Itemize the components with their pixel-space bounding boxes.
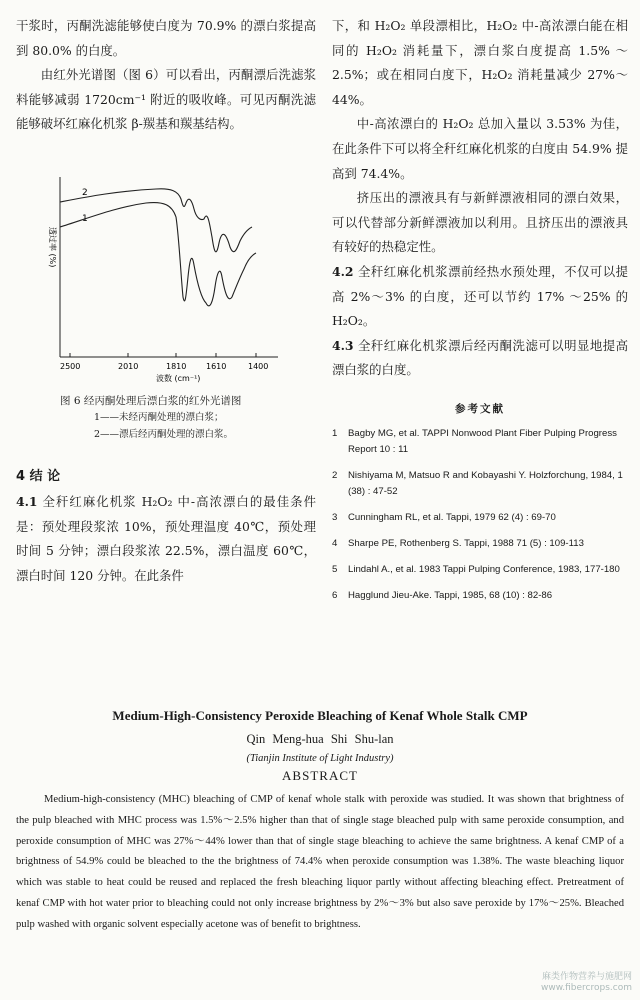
reference-text: Sharpe PE, Rothenberg S. Tappi, 1988 71 (5) : 109-113: [348, 537, 584, 549]
y-axis-label: 透过率 (%): [48, 226, 57, 268]
english-title: Medium-High-Consistency Peroxide Bleaching of Kenaf Whole Stalk CMP: [112, 708, 528, 723]
reference-item: [332, 426, 628, 458]
english-abstract-section: [0, 708, 640, 936]
curve-label-2: 2: [82, 187, 88, 198]
reference-text: Hagglund Jieu-Ake. Tappi, 1985, 68 (10) : 82-86: [348, 589, 553, 601]
reference-text: Lindahl A., et al. 1983 Tappi Pulping Conference, 1983, 177-180: [348, 563, 620, 575]
reference-number: 5: [332, 563, 338, 575]
figure-caption-2: 2——漂后经丙酮处理的漂白浆。: [94, 428, 234, 440]
left-column: [16, 14, 316, 588]
abstract-body: [16, 790, 624, 936]
figure-caption-title: 图 6 经丙酮处理后漂白浆的红外光谱图: [60, 394, 242, 407]
reference-text: Bagby MG, et al. TAPPI Nonwood Plant Fiber Pulping Progress Report 10 : 11: [348, 427, 617, 455]
english-affiliation: (Tianjin Institute of Light Industry): [246, 753, 394, 764]
references-heading: 参考文献: [455, 402, 505, 415]
reference-number: 3: [332, 511, 338, 523]
right-paragraph-3: 挤压出的漂液具有与新鲜漂液相同的漂白效果，可以代替部分新鲜漂液加以利用。且挤压出的漂液具有较好的热稳定性。: [332, 190, 628, 255]
x-tick-1610: 1610: [206, 361, 227, 371]
reference-item: [332, 468, 628, 500]
reference-item: [332, 562, 628, 578]
curve-2: [60, 189, 252, 252]
figure-6: [16, 147, 316, 447]
left-paragraph-2: 由红外光谱图（图 6）可以看出，丙酮漂后洗滤浆料能够减弱 1720cm⁻¹ 附近的吸收峰。可见丙酮洗滤能够破坏红麻化机浆 β-羰基和羰基结构。: [16, 67, 316, 132]
watermark-line-1: 麻类作物营养与施肥网: [541, 972, 632, 982]
section-4-1-number: 4.1: [16, 493, 38, 509]
reference-list: [332, 426, 628, 604]
ir-spectrum-plot: [16, 147, 316, 387]
section-4-2-number: 4.2: [332, 263, 354, 279]
section-4-heading: 4 结 论: [16, 468, 61, 484]
reference-number: 1: [332, 427, 338, 439]
x-tick-2010: 2010: [118, 361, 139, 371]
section-4-2-text: 全秆红麻化机浆漂前经热水预处理，不仅可以提高 2%～3% 的白度，还可以节约 17% ～25% 的 H₂O₂。: [332, 263, 628, 329]
abstract-text: Medium-high-consistency (MHC) bleaching of CMP of kenaf whole stalk with peroxide was studied. It was shown that brightness of the pulp bleached with MHC process was 1.5%～2.5% higher than that of single stage bleached pulp with same peroxide consumption, and peroxide consumption of MHC was 27%～44% lower than that of single stage bleaching to achieve the same brightness. A kenaf CMP of a brightness of 54.9% could be bleached to the the brightness of 74.4% when peroxide consumption was 1.38%. The waste bleaching liquor which was stable to heat could be reused and replaced the fresh bleaching liquor partly without affecting bleaching effect. Pretreatment of kenaf CMP with hot water prior to bleaching could not only increase brightness by 2%～3% but also save peroxide by 17%～25%. Bleached pulp washed with organic solvent especially acetone was of benefit to brightness.: [16, 794, 624, 930]
reference-number: 2: [332, 469, 338, 481]
x-tick-2500: 2500: [60, 361, 81, 371]
right-column: [332, 14, 628, 614]
right-paragraph-2: 中-高浓漂白的 H₂O₂ 总加入量以 3.53% 为佳，在此条件下可以将全秆红麻化机浆的白度由 54.9% 提高到 74.4%。: [332, 116, 628, 181]
figure-caption-1: 1——未经丙酮处理的漂白浆；: [94, 411, 224, 423]
curve-1: [60, 202, 256, 305]
abstract-heading: ABSTRACT: [282, 768, 358, 783]
section-4-1-text: 全秆红麻化机浆 H₂O₂ 中-高浓漂白的最佳条件是：预处理段浆浓 10%，预处理温度 40℃，预处理时间 5 分钟；漂白段浆浓 22.5%，漂白温度 60℃，漂白时间 120 分钟。在此条件: [16, 493, 316, 583]
x-ticks: [70, 353, 256, 357]
english-authors: Qin Meng-hua Shi Shu-lan: [246, 732, 394, 746]
watermark: [541, 972, 632, 994]
right-paragraph-1: 下，和 H₂O₂ 单段漂相比，H₂O₂ 中-高浓漂白能在相同的 H₂O₂ 消耗量下，漂白浆白度提高 1.5% ～2.5%；或在相同白度下，H₂O₂ 消耗量减少 27%～44%。: [332, 18, 628, 107]
reference-number: 6: [332, 589, 338, 601]
reference-item: [332, 588, 628, 604]
watermark-line-2: www.fibercrops.com: [541, 983, 632, 993]
left-paragraph-1: 干浆时，丙酮洗滤能够使白度为 70.9% 的漂白浆提高到 80.0% 的白度。: [16, 18, 316, 58]
x-tick-1400: 1400: [248, 361, 269, 371]
curve-label-1: 1: [82, 213, 88, 224]
section-4-3-number: 4.3: [332, 337, 354, 353]
section-4-3-text: 全秆红麻化机浆漂后经丙酮洗滤可以明显地提高漂白浆的白度。: [332, 337, 628, 378]
reference-item: [332, 536, 628, 552]
reference-text: Cunningham RL, et al. Tappi, 1979 62 (4) : 69-70: [348, 511, 556, 523]
x-axis-label: 波数 (cm⁻¹): [156, 373, 201, 383]
reference-item: [332, 510, 628, 526]
reference-text: Nishiyama M, Matsuo R and Kobayashi Y. Holzforchung, 1984, 1 (38) : 47-52: [348, 469, 623, 497]
x-tick-1810: 1810: [166, 361, 187, 371]
reference-number: 4: [332, 537, 338, 549]
